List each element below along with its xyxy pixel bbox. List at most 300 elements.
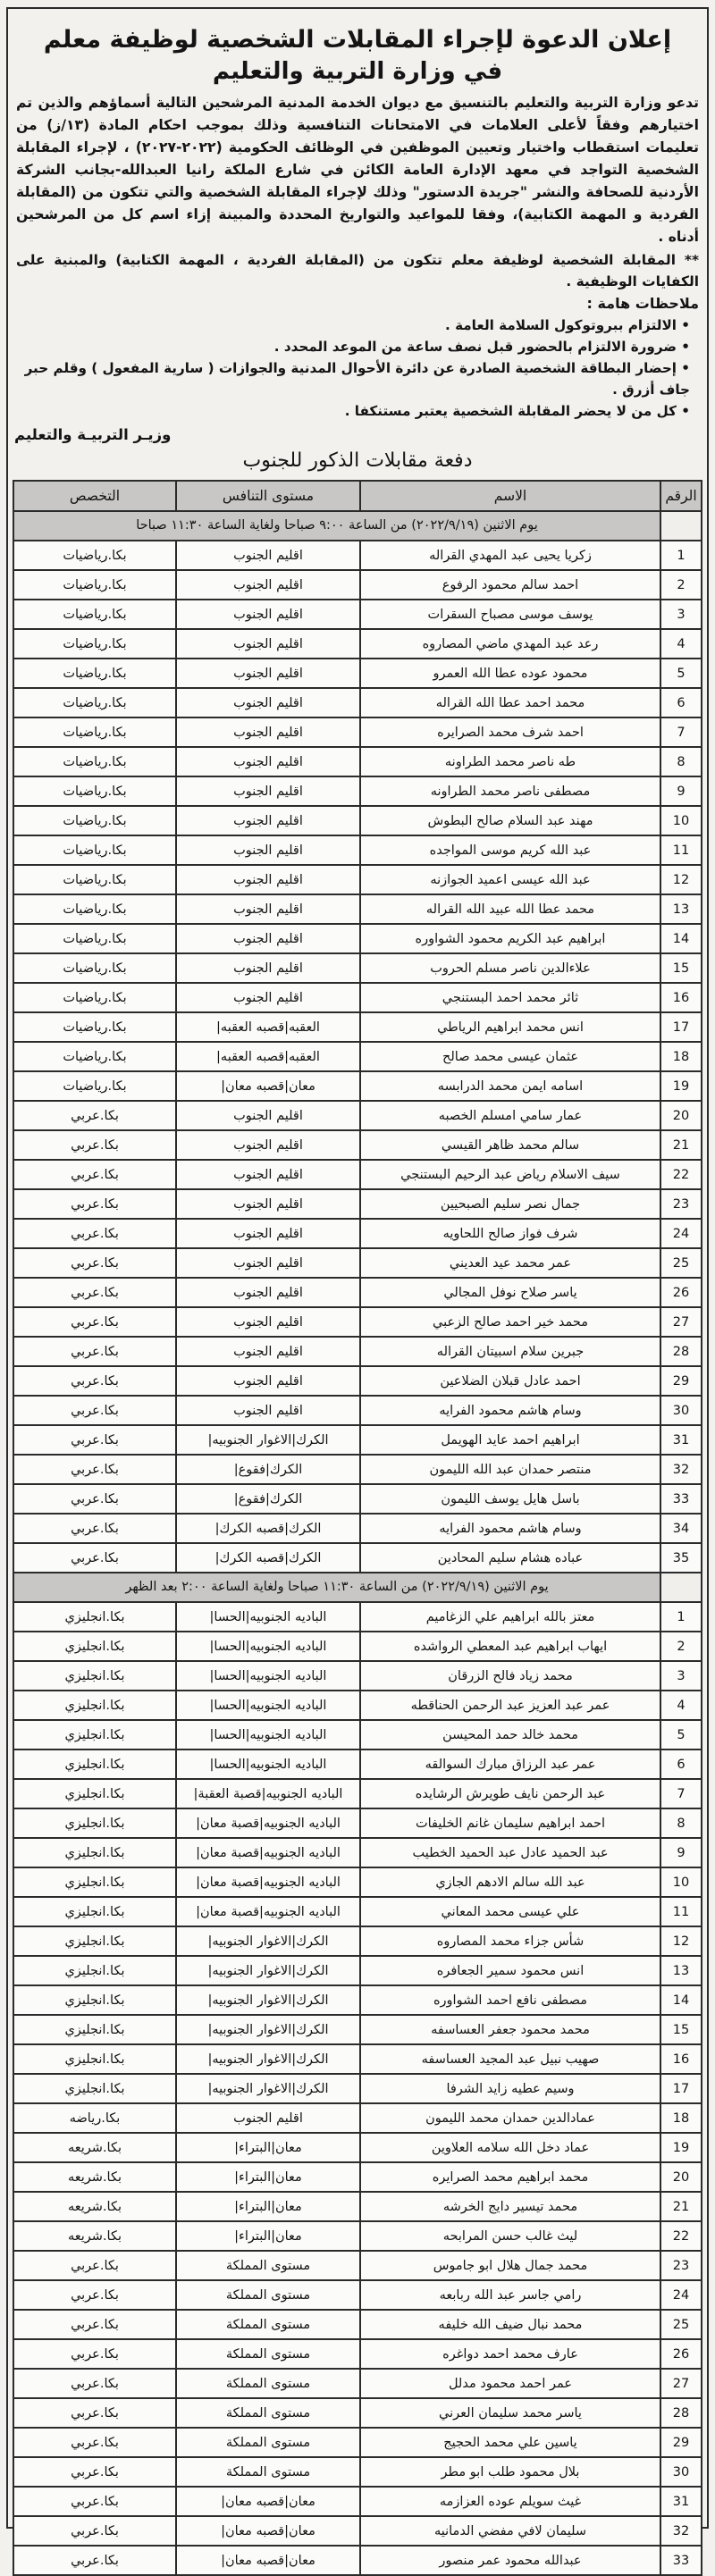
cell-name: رامي جاسر عبد الله ربابعه [360, 2280, 660, 2310]
table-row [13, 1189, 702, 1219]
column-header-number: الرقم [660, 481, 702, 511]
cell-name: مصطفى نافع احمد الشواوره [360, 1985, 660, 2015]
cell-competition-level: معان|البتراء| [176, 2162, 360, 2192]
cell-specialization: بكا.عربي [13, 1425, 176, 1455]
table-row [13, 1425, 702, 1455]
table-row [13, 1632, 702, 1661]
table-row [13, 600, 702, 629]
cell-competition-level: مستوى المملكة [176, 2310, 360, 2339]
cell-name: عماد دخل الله سلامه العلاوين [360, 2133, 660, 2162]
table-row [13, 806, 702, 835]
table-row [13, 1101, 702, 1130]
cell-specialization: بكا.انجليزي [13, 1867, 176, 1897]
cell-competition-level: الكرك|الاغوار الجنوبيه| [176, 1985, 360, 2015]
table-row [13, 1219, 702, 1248]
cell-competition-level: الباديه الجنوبيه|الحسا| [176, 1691, 360, 1720]
table-row [13, 1691, 702, 1720]
cell-number: 7 [660, 717, 702, 747]
cell-competition-level: مستوى المملكة [176, 2339, 360, 2369]
cell-competition-level: اقليم الجنوب [176, 659, 360, 688]
table-row [13, 924, 702, 953]
cell-number: 19 [660, 1071, 702, 1101]
cell-number: 31 [660, 2487, 702, 2516]
cell-competition-level: الباديه الجنوبيه|الحسا| [176, 1632, 360, 1661]
cell-competition-level: الكرك|الاغوار الجنوبيه| [176, 2074, 360, 2103]
cell-competition-level: مستوى المملكة [176, 2398, 360, 2428]
cell-specialization: بكا.رياضيات [13, 1071, 176, 1101]
cell-name: عمادالدين حمدان محمد الليمون [360, 2103, 660, 2133]
cell-number: 25 [660, 1248, 702, 1278]
cell-specialization: بكا.شريعه [13, 2162, 176, 2192]
cell-number: 13 [660, 894, 702, 924]
cell-competition-level: الكرك|فقوع| [176, 1455, 360, 1484]
cell-specialization: بكا.انجليزي [13, 2074, 176, 2103]
cell-number: 20 [660, 1101, 702, 1130]
cell-specialization: بكا.انجليزي [13, 2044, 176, 2074]
cell-number: 27 [660, 1307, 702, 1337]
cell-name: محمود عوده عطا الله العمرو [360, 659, 660, 688]
cell-specialization: بكا.عربي [13, 2546, 176, 2575]
cell-specialization: بكا.رياضه [13, 2103, 176, 2133]
cell-competition-level: اقليم الجنوب [176, 1130, 360, 1160]
cell-competition-level: معان|البتراء| [176, 2133, 360, 2162]
cell-number: 18 [660, 2103, 702, 2133]
cell-name: انس محمد ابراهيم الرياطي [360, 1012, 660, 1042]
cell-number: 11 [660, 1897, 702, 1926]
cell-number: 25 [660, 2310, 702, 2339]
cell-number: 22 [660, 2221, 702, 2251]
cell-name: رعد عبد المهدي ماضي المصاروه [360, 629, 660, 659]
table-row [13, 1130, 702, 1160]
notes-heading: ملاحظات هامة : [586, 295, 699, 312]
cell-specialization: بكا.رياضيات [13, 835, 176, 865]
cell-name: ابراهيم عبد الكريم محمود الشواوره [360, 924, 660, 953]
announcement-intro-paragraph: تدعو وزارة التربية والتعليم بالتنسيق مع ديوان الخدمة المدنية المرشحين التالية أسماؤهم والذين تم اختيارهم وفقاً لأعلى العلامات في الامتحانات التنافسية وذلك بموجب احكام المادة (١٣/ز) من تعليمات استقطاب واختيار وتعيين الموظفين في الوظائف الحكومية (٢٠٢٢-٢٠٢٧) ، لإجراء المقابلة الشخصية التواجد في معهد الإدارة العامة الكائن في شارع الملكة رانيا العبدالله-بجانب الشركة الأردنية للصحافة والنشر "جريدة الدستور" وذلك لإجراء المقابلة الشخصية والتي تتكون من (المقابلة الفردية و المهمة الكتابية)، وفقا للمواعيد والتواريخ المحددة والمبينة إزاء اسم كل من المرشحين أدناه . [16, 95, 700, 245]
cell-competition-level: اقليم الجنوب [176, 1307, 360, 1337]
cell-number: 23 [660, 2251, 702, 2280]
cell-name: ياسر صلاح نوفل المجالي [360, 1278, 660, 1307]
cell-competition-level: اقليم الجنوب [176, 570, 360, 600]
cell-name: جبرين سلام اسبيتان القراله [360, 1337, 660, 1366]
cell-specialization: بكا.عربي [13, 1278, 176, 1307]
cell-specialization: بكا.رياضيات [13, 747, 176, 776]
cell-number: 22 [660, 1160, 702, 1189]
cell-competition-level: الباديه الجنوبيه|الحسا| [176, 1602, 360, 1632]
cell-competition-level: اقليم الجنوب [176, 747, 360, 776]
cell-competition-level: الكرك|الاغوار الجنوبيه| [176, 2044, 360, 2074]
cell-name: عبد الله كريم موسى المواجده [360, 835, 660, 865]
cell-number: 5 [660, 659, 702, 688]
cell-name: عثمان عيسى محمد صالح [360, 1042, 660, 1071]
minister-signature: وزيـر التربيـة والتعليم [14, 426, 172, 443]
cell-competition-level: الكرك|قصبه الكرك| [176, 1543, 360, 1573]
column-header-specialization: التخصص [13, 481, 176, 511]
table-row [13, 2015, 702, 2044]
table-row [13, 1248, 702, 1278]
cell-number: 1 [660, 541, 702, 570]
cell-competition-level: اقليم الجنوب [176, 1160, 360, 1189]
cell-competition-level: اقليم الجنوب [176, 541, 360, 570]
cell-name: مهند عبد السلام صالح البطوش [360, 806, 660, 835]
cell-competition-level: اقليم الجنوب [176, 1337, 360, 1366]
cell-number: 10 [660, 806, 702, 835]
cell-number: 14 [660, 1985, 702, 2015]
cell-specialization: بكا.انجليزي [13, 1602, 176, 1632]
table-row [13, 2310, 702, 2339]
interviews-table-body [13, 511, 702, 2575]
cell-number: 6 [660, 688, 702, 717]
cell-specialization: بكا.انجليزي [13, 1749, 176, 1779]
table-row [13, 2251, 702, 2280]
cell-specialization: بكا.انجليزي [13, 1897, 176, 1926]
cell-competition-level: اقليم الجنوب [176, 894, 360, 924]
cell-competition-level: اقليم الجنوب [176, 1189, 360, 1219]
cell-specialization: بكا.رياضيات [13, 659, 176, 688]
cell-specialization: بكا.انجليزي [13, 1661, 176, 1691]
cell-specialization: بكا.انجليزي [13, 1691, 176, 1720]
cell-name: سيف الاسلام رياض عبد الرحيم البستنجي [360, 1160, 660, 1189]
cell-number: 28 [660, 2398, 702, 2428]
cell-specialization: بكا.عربي [13, 1307, 176, 1337]
cell-specialization: بكا.رياضيات [13, 570, 176, 600]
notes-list [13, 315, 702, 422]
cell-name: عارف محمد احمد دواغره [360, 2339, 660, 2369]
table-row [13, 1012, 702, 1042]
cell-name: عبد الله عيسى اعميد الجوازنه [360, 865, 660, 894]
cell-competition-level: مستوى المملكة [176, 2457, 360, 2487]
cell-specialization: بكا.عربي [13, 1101, 176, 1130]
cell-number: 13 [660, 1956, 702, 1985]
cell-name: محمد محمود جعفر العساسفه [360, 2015, 660, 2044]
table-row [13, 2339, 702, 2369]
cell-number: 17 [660, 2074, 702, 2103]
table-row [13, 717, 702, 747]
starred-note: ** المقابلة الشخصية لوظيفة معلم تتكون من (المقابلة الفردية ، المهمة الكتابية) والمبنية على الكفايات الوظيفية . [16, 252, 699, 289]
cell-specialization: بكا.رياضيات [13, 983, 176, 1012]
cell-specialization: بكا.رياضيات [13, 806, 176, 835]
cell-number: 18 [660, 1042, 702, 1071]
cell-name: علاءالدين ناصر مسلم الحروب [360, 953, 660, 983]
cell-competition-level: مستوى المملكة [176, 2280, 360, 2310]
cell-specialization: بكا.انجليزي [13, 1808, 176, 1838]
cell-specialization: بكا.عربي [13, 1543, 176, 1573]
cell-number: 10 [660, 1867, 702, 1897]
table-row [13, 1484, 702, 1514]
cell-competition-level: الكرك|فقوع| [176, 1484, 360, 1514]
table-row [13, 2516, 702, 2546]
cell-name: عمر عبد الرزاق مبارك السوالقه [360, 1749, 660, 1779]
cell-number: 8 [660, 747, 702, 776]
cell-competition-level: الباديه الجنوبيه|قصبة معان| [176, 1897, 360, 1926]
cell-competition-level: معان|قصبه معان| [176, 2546, 360, 2575]
cell-name: محمد زياد فالح الزرقان [360, 1661, 660, 1691]
cell-name: احمد شرف محمد الصرايره [360, 717, 660, 747]
cell-name: عمر محمد عيد العديني [360, 1248, 660, 1278]
cell-specialization: بكا.رياضيات [13, 1042, 176, 1071]
batch-title: دفعة مقابلات الذكور للجنوب [242, 449, 473, 472]
cell-number: 8 [660, 1808, 702, 1838]
cell-competition-level: اقليم الجنوب [176, 2103, 360, 2133]
cell-number: 33 [660, 2546, 702, 2575]
table-row [13, 1071, 702, 1101]
table-row [13, 1926, 702, 1956]
cell-name: عبد الحميد عادل عبد الحميد الخطيب [360, 1838, 660, 1867]
cell-number: 30 [660, 2457, 702, 2487]
table-row [13, 983, 702, 1012]
cell-competition-level: الباديه الجنوبيه|قصبة العقبة| [176, 1779, 360, 1808]
table-row [13, 1897, 702, 1926]
cell-name: محمد تيسير دايج الخرشه [360, 2192, 660, 2221]
cell-name: زكريا يحيى عبد المهدي القراله [360, 541, 660, 570]
table-row [13, 1661, 702, 1691]
table-row [13, 2398, 702, 2428]
cell-specialization: بكا.عربي [13, 1514, 176, 1543]
cell-competition-level: اقليم الجنوب [176, 717, 360, 747]
announcement-title-line2: في وزارة التربية والتعليم [212, 58, 503, 85]
cell-name: اسامه ايمن محمد الدرابسه [360, 1071, 660, 1101]
cell-number: 16 [660, 2044, 702, 2074]
cell-name: وسيم عطيه زايد الشرفا [360, 2074, 660, 2103]
interviews-table-header [13, 481, 702, 511]
cell-competition-level: الباديه الجنوبيه|الحسا| [176, 1661, 360, 1691]
cell-competition-level: اقليم الجنوب [176, 835, 360, 865]
table-row [13, 1337, 702, 1366]
table-row [13, 2457, 702, 2487]
cell-number: 29 [660, 1366, 702, 1396]
cell-competition-level: مستوى المملكة [176, 2251, 360, 2280]
cell-number: 15 [660, 953, 702, 983]
table-row [13, 1278, 702, 1307]
cell-number: 27 [660, 2369, 702, 2398]
table-row [13, 1720, 702, 1749]
cell-name: باسل هايل يوسف الليمون [360, 1484, 660, 1514]
cell-specialization: بكا.عربي [13, 1189, 176, 1219]
table-row [13, 2192, 702, 2221]
cell-competition-level: اقليم الجنوب [176, 953, 360, 983]
cell-name: عباده هشام سليم المحادين [360, 1543, 660, 1573]
table-row [13, 2428, 702, 2457]
cell-name: احمد ابراهيم سليمان غانم الخليفات [360, 1808, 660, 1838]
cell-number: 4 [660, 629, 702, 659]
announcement-frame [6, 7, 709, 2568]
cell-number: 1 [660, 1602, 702, 1632]
cell-competition-level: اقليم الجنوب [176, 1396, 360, 1425]
cell-name: احمد عادل قبلان الضلاعين [360, 1366, 660, 1396]
session-blank-cell [660, 1573, 702, 1602]
cell-competition-level: الكرك|الاغوار الجنوبيه| [176, 2015, 360, 2044]
table-row [13, 541, 702, 570]
cell-number: 23 [660, 1189, 702, 1219]
cell-name: ياسر محمد سليمان العرني [360, 2398, 660, 2428]
cell-name: سالم محمد ظاهر القيسي [360, 1130, 660, 1160]
cell-number: 7 [660, 1779, 702, 1808]
cell-number: 30 [660, 1396, 702, 1425]
cell-number: 24 [660, 2280, 702, 2310]
cell-number: 2 [660, 570, 702, 600]
table-row [13, 2280, 702, 2310]
cell-name: عمر احمد محمود مدلل [360, 2369, 660, 2398]
cell-competition-level: العقبه|قصبه العقبه| [176, 1042, 360, 1071]
header-row [13, 481, 702, 511]
cell-number: 24 [660, 1219, 702, 1248]
cell-name: عمار سامي امسلم الخصبه [360, 1101, 660, 1130]
cell-specialization: بكا.رياضيات [13, 776, 176, 806]
cell-number: 16 [660, 983, 702, 1012]
table-row [13, 953, 702, 983]
cell-number: 32 [660, 2516, 702, 2546]
table-row [13, 2133, 702, 2162]
table-row [13, 1985, 702, 2015]
cell-number: 31 [660, 1425, 702, 1455]
cell-name: عبدالله محمود عمر منصور [360, 2546, 660, 2575]
cell-name: ثائر محمد احمد البستنجي [360, 983, 660, 1012]
cell-competition-level: اقليم الجنوب [176, 600, 360, 629]
cell-specialization: بكا.عربي [13, 2310, 176, 2339]
cell-name: طه ناصر محمد الطراونه [360, 747, 660, 776]
cell-number: 26 [660, 2339, 702, 2369]
cell-number: 28 [660, 1337, 702, 1366]
cell-name: محمد ابراهيم محمد الصرايره [360, 2162, 660, 2192]
cell-specialization: بكا.عربي [13, 1484, 176, 1514]
table-row [13, 1808, 702, 1838]
cell-specialization: بكا.عربي [13, 1455, 176, 1484]
table-row [13, 747, 702, 776]
cell-name: ابراهيم احمد عايد الهويمل [360, 1425, 660, 1455]
cell-specialization: بكا.رياضيات [13, 924, 176, 953]
table-row [13, 570, 702, 600]
cell-competition-level: اقليم الجنوب [176, 806, 360, 835]
table-row [13, 2103, 702, 2133]
cell-name: ليث غالب حسن المرابحه [360, 2221, 660, 2251]
table-row [13, 865, 702, 894]
cell-specialization: بكا.انجليزي [13, 1985, 176, 2015]
cell-specialization: بكا.عربي [13, 1160, 176, 1189]
cell-number: 5 [660, 1720, 702, 1749]
cell-number: 19 [660, 2133, 702, 2162]
table-row [13, 659, 702, 688]
table-row [13, 2546, 702, 2575]
cell-specialization: بكا.شريعه [13, 2133, 176, 2162]
table-row [13, 1455, 702, 1484]
cell-competition-level: الكرك|قصبه الكرك| [176, 1514, 360, 1543]
note-item: • ضرورة الالتزام بالحضور قبل نصف ساعة من الموعد المحدد . [16, 336, 690, 357]
cell-number: 20 [660, 2162, 702, 2192]
cell-number: 29 [660, 2428, 702, 2457]
cell-specialization: بكا.عربي [13, 1337, 176, 1366]
cell-competition-level: اقليم الجنوب [176, 924, 360, 953]
table-row [13, 1307, 702, 1337]
cell-competition-level: اقليم الجنوب [176, 983, 360, 1012]
cell-specialization: بكا.عربي [13, 2487, 176, 2516]
cell-name: معتز بالله ابراهيم علي الزغاميم [360, 1602, 660, 1632]
cell-name: وسام هاشم محمود الفرايه [360, 1514, 660, 1543]
cell-competition-level: اقليم الجنوب [176, 776, 360, 806]
cell-specialization: بكا.عربي [13, 2516, 176, 2546]
table-row [13, 1543, 702, 1573]
cell-number: 9 [660, 776, 702, 806]
cell-number: 15 [660, 2015, 702, 2044]
cell-competition-level: اقليم الجنوب [176, 688, 360, 717]
cell-specialization: بكا.عربي [13, 1396, 176, 1425]
cell-specialization: بكا.رياضيات [13, 865, 176, 894]
cell-number: 35 [660, 1543, 702, 1573]
cell-competition-level: الكرك|الاغوار الجنوبيه| [176, 1425, 360, 1455]
cell-competition-level: الباديه الجنوبيه|قصبة معان| [176, 1867, 360, 1897]
session-header-row [13, 511, 702, 541]
table-row [13, 2074, 702, 2103]
cell-name: ايهاب ابراهيم عبد المعطي الرواشده [360, 1632, 660, 1661]
cell-specialization: بكا.انجليزي [13, 1956, 176, 1985]
cell-specialization: بكا.عربي [13, 1130, 176, 1160]
cell-competition-level: اقليم الجنوب [176, 1101, 360, 1130]
table-row [13, 2044, 702, 2074]
cell-specialization: بكا.رياضيات [13, 629, 176, 659]
note-item: • إحضار البطاقة الشخصية الصادرة عن دائرة الأحوال المدنية والجوازات ( سارية المفعول ) وقلم حبر جاف أزرق . [16, 357, 690, 400]
note-item: • الالتزام ببروتوكول السلامة العامة . [16, 315, 690, 336]
cell-specialization: بكا.رياضيات [13, 688, 176, 717]
cell-competition-level: الباديه الجنوبيه|الحسا| [176, 1720, 360, 1749]
cell-competition-level: اقليم الجنوب [176, 1248, 360, 1278]
cell-specialization: بكا.انجليزي [13, 2015, 176, 2044]
cell-number: 4 [660, 1691, 702, 1720]
cell-specialization: بكا.انجليزي [13, 1926, 176, 1956]
cell-competition-level: الباديه الجنوبيه|قصبة معان| [176, 1838, 360, 1867]
table-row [13, 2487, 702, 2516]
cell-specialization: بكا.عربي [13, 1366, 176, 1396]
table-row [13, 1396, 702, 1425]
cell-number: 2 [660, 1632, 702, 1661]
cell-name: جمال نصر سليم الصبحيين [360, 1189, 660, 1219]
cell-competition-level: الباديه الجنوبيه|قصبة معان| [176, 1808, 360, 1838]
cell-specialization: بكا.عربي [13, 2369, 176, 2398]
cell-competition-level: اقليم الجنوب [176, 1278, 360, 1307]
cell-competition-level: اقليم الجنوب [176, 629, 360, 659]
cell-competition-level: اقليم الجنوب [176, 1366, 360, 1396]
cell-specialization: بكا.عربي [13, 2339, 176, 2369]
cell-name: ياسين علي محمد الحجيج [360, 2428, 660, 2457]
table-row [13, 1779, 702, 1808]
column-header-name: الاسم [360, 481, 660, 511]
note-item: • كل من لا يحضر المقابلة الشخصية يعتبر مستنكفا . [16, 400, 690, 422]
cell-specialization: بكا.عربي [13, 2398, 176, 2428]
cell-specialization: بكا.رياضيات [13, 541, 176, 570]
table-row [13, 1956, 702, 1985]
cell-number: 34 [660, 1514, 702, 1543]
cell-competition-level: معان|قصبه معان| [176, 1071, 360, 1101]
table-row [13, 688, 702, 717]
cell-name: محمد نبال ضيف الله خليفه [360, 2310, 660, 2339]
cell-name: محمد احمد عطا الله القراله [360, 688, 660, 717]
table-row [13, 1838, 702, 1867]
table-row [13, 2221, 702, 2251]
cell-number: 3 [660, 1661, 702, 1691]
table-row [13, 1749, 702, 1779]
cell-competition-level: معان|قصبه معان| [176, 2516, 360, 2546]
cell-number: 11 [660, 835, 702, 865]
cell-number: 17 [660, 1012, 702, 1042]
table-row [13, 1867, 702, 1897]
cell-competition-level: العقبه|قصبه العقبه| [176, 1012, 360, 1042]
cell-specialization: بكا.عربي [13, 1248, 176, 1278]
cell-number: 21 [660, 1130, 702, 1160]
cell-name: غيث سويلم عوده العزازمه [360, 2487, 660, 2516]
cell-number: 3 [660, 600, 702, 629]
interviews-table [13, 480, 702, 2576]
session-blank-cell [660, 511, 702, 541]
cell-specialization: بكا.عربي [13, 1219, 176, 1248]
cell-name: انس محمود سمير الجعافره [360, 1956, 660, 1985]
cell-competition-level: معان|قصبه معان| [176, 2487, 360, 2516]
